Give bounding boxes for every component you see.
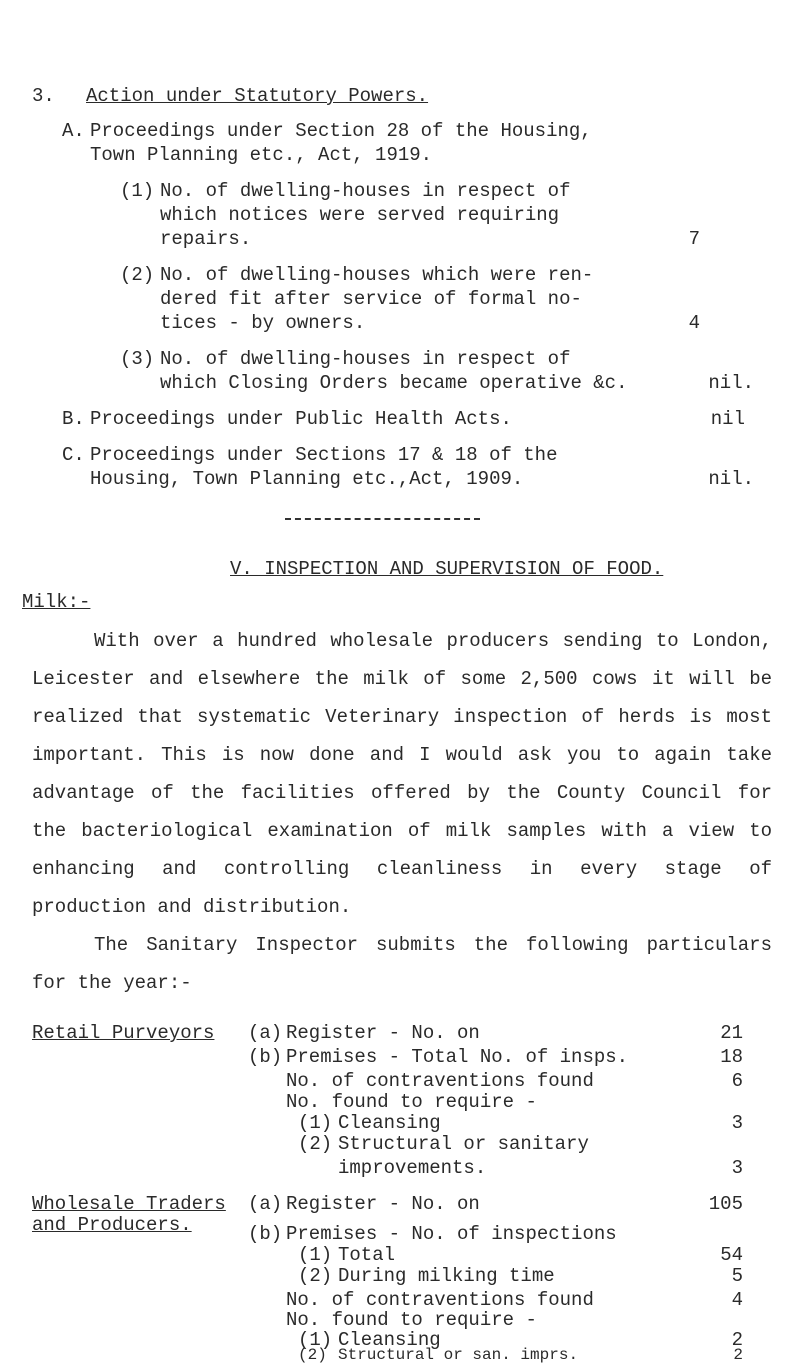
- retail-a-label: (a): [248, 1022, 283, 1044]
- item-2-line1: No. of dwelling-houses which were ren-: [160, 264, 594, 286]
- wholesale-i2-value: 5: [731, 1265, 743, 1287]
- retail-c2-label: (2): [298, 1133, 333, 1155]
- wholesale-c2-text: Structural or san. imprs.: [338, 1346, 579, 1364]
- item-3-num: (3): [120, 348, 155, 370]
- wholesale-contraventions-text: No. of contraventions found: [286, 1289, 594, 1311]
- milk-paragraph-1: With over a hundred wholesale producers sending to London, Leicester and elsewhere the milk of some 2,500 cows it will be realized that systematic Veterinary inspection of herds is most important. This is now done and I would ask you to again take advantage of the facilities offered by the County Council for the bacteriological examination of milk samples with a view to enhancing and controlling cleanliness in every stage of production and distribution.: [32, 630, 772, 918]
- part-c-value: nil.: [708, 468, 754, 490]
- wholesale-i1-label: (1): [298, 1244, 333, 1266]
- item-1-value: 7: [688, 228, 700, 250]
- wholesale-c1-value: 2: [731, 1329, 743, 1351]
- wholesale-b-label: (b): [248, 1223, 283, 1245]
- wholesale-i1-text: Total: [338, 1244, 396, 1266]
- wholesale-b-text: Premises - No. of inspections: [286, 1223, 617, 1245]
- wholesale-i1-value: 54: [720, 1244, 743, 1266]
- retail-b-text: Premises - Total No. of insps.: [286, 1046, 629, 1068]
- part-a-heading-2: Town Planning etc., Act, 1919.: [90, 144, 433, 166]
- item-1-line2: which notices were served requiring: [160, 204, 560, 226]
- item-3-value: nil.: [708, 372, 754, 394]
- section-divider: [285, 518, 480, 520]
- retail-c2-line1: Structural or sanitary: [338, 1133, 589, 1155]
- item-2-num: (2): [120, 264, 155, 286]
- retail-c2-value: 3: [731, 1157, 743, 1179]
- retail-contraventions-value: 6: [731, 1070, 743, 1092]
- item-3-line2: which Closing Orders became operative &c.: [160, 372, 628, 394]
- retail-heading: Retail Purveyors: [32, 1022, 215, 1044]
- section-title: Action under Statutory Powers.: [86, 85, 429, 107]
- wholesale-contraventions-value: 4: [731, 1289, 743, 1311]
- item-2-line3: tices - by owners.: [160, 312, 366, 334]
- retail-c2-line2: improvements.: [338, 1157, 487, 1179]
- item-2-value: 4: [688, 312, 700, 334]
- part-a-label: A.: [62, 120, 85, 142]
- item-3-line1: No. of dwelling-houses in respect of: [160, 348, 571, 370]
- wholesale-heading-1: Wholesale Traders: [32, 1193, 226, 1215]
- part-c-line2: Housing, Town Planning etc.,Act, 1909.: [90, 468, 524, 490]
- retail-a-text: Register - No. on: [286, 1022, 480, 1044]
- part-c-line1: Proceedings under Sections 17 & 18 of the: [90, 444, 558, 466]
- retail-require-text: No. found to require -: [286, 1091, 537, 1113]
- retail-b-label: (b): [248, 1046, 283, 1068]
- retail-c1-value: 3: [731, 1112, 743, 1134]
- milk-heading: Milk:-: [22, 591, 91, 613]
- milk-paragraph-2: The Sanitary Inspector submits the following particulars for the year:-: [32, 934, 772, 994]
- wholesale-i2-label: (2): [298, 1265, 333, 1287]
- wholesale-a-text: Register - No. on: [286, 1193, 480, 1215]
- wholesale-c2-label: (2): [298, 1346, 327, 1364]
- wholesale-c1-label: (1): [298, 1329, 333, 1351]
- part-b-text: Proceedings under Public Health Acts.: [90, 408, 512, 430]
- retail-a-value: 21: [720, 1022, 743, 1044]
- section-number: 3.: [32, 85, 55, 107]
- wholesale-heading-2: and Producers.: [32, 1214, 192, 1236]
- item-1-line1: No. of dwelling-houses in respect of: [160, 180, 571, 202]
- retail-c1-text: Cleansing: [338, 1112, 441, 1134]
- part-a-heading-1: Proceedings under Section 28 of the Housing,: [90, 120, 592, 142]
- item-1-num: (1): [120, 180, 155, 202]
- section-5-title: V. INSPECTION AND SUPERVISION OF FOOD.: [230, 558, 664, 580]
- wholesale-c1-text: Cleansing: [338, 1329, 441, 1351]
- wholesale-a-label: (a): [248, 1193, 283, 1215]
- part-b-value: nil: [710, 408, 745, 430]
- retail-contraventions-text: No. of contraventions found: [286, 1070, 594, 1092]
- wholesale-c2-value: 2: [733, 1346, 743, 1364]
- retail-b-value: 18: [720, 1046, 743, 1068]
- item-2-line2: dered fit after service of formal no-: [160, 288, 582, 310]
- part-b-label: B.: [62, 408, 85, 430]
- wholesale-a-value: 105: [708, 1193, 743, 1215]
- retail-c1-label: (1): [298, 1112, 333, 1134]
- wholesale-i2-text: During milking time: [338, 1265, 555, 1287]
- part-c-label: C.: [62, 444, 85, 466]
- wholesale-require-text: No. found to require -: [286, 1309, 537, 1331]
- item-1-line3: repairs.: [160, 228, 252, 250]
